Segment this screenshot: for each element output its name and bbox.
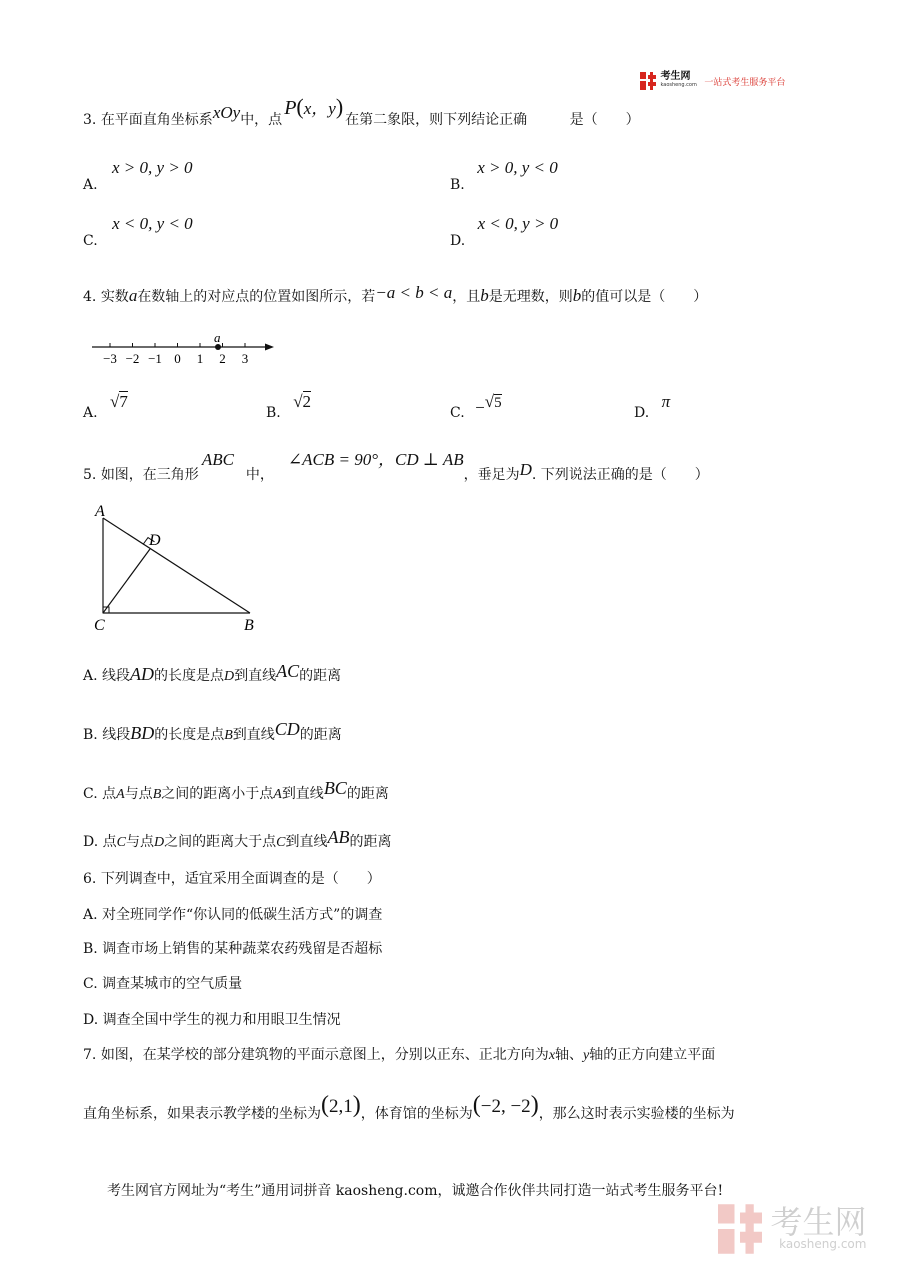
q3-option-a [83,158,193,193]
q7-y: y [583,1048,590,1063]
option-sym: C [276,835,286,850]
option-seg: AC [276,661,300,681]
fig-label-d: D [149,532,161,549]
fig-label-a: A [95,503,105,520]
option-seg: BD [130,723,155,743]
option-text: 之间的距离大于点 [164,834,277,850]
option-text: 点 [102,786,117,802]
option-text: 点 [102,834,117,850]
watermark-logo-icon [718,1203,762,1255]
q4-var-b: b [480,286,489,305]
q4-stem [83,283,708,306]
q3-point: P [284,97,297,119]
option-label: C. [83,976,98,992]
q7-line-1 [83,1044,715,1064]
q7-coord-teaching: 2,1 [329,1096,353,1117]
option-text: 到直线 [234,668,277,684]
header-logo [640,72,785,92]
option-expr: x < 0, y > 0 [477,214,559,233]
option-text: 与点 [125,834,154,850]
option-seg: BC [323,778,347,798]
q4-option-c: C. −√5 [450,392,502,421]
option-seg: CD [274,719,300,739]
q6-option-c [83,973,242,993]
q6-number: 6. [83,871,97,887]
q3-text-post: 在第二象限，则下列结论正确 [345,112,528,128]
axis-tick-label: −3 [103,351,117,366]
q4-var-b-2: b [572,286,582,305]
q5-foot-point: D [519,460,532,479]
option-text: 到直线 [281,786,324,802]
option-text: 调查全国中学生的视力和用眼卫生情况 [102,1012,341,1028]
option-text: 的长度是点 [154,668,225,684]
logo-en-text: kaosheng.com [660,82,697,88]
q3-stem: 3. 在平面直角坐标系xOy中，点P(x，y)在第二象限，则下列结论正确 是（ ） [83,94,640,128]
q7-text-1a: 如图，在某学校的部分建筑物的平面示意图上，分别以正东、正北方向为 [100,1047,549,1063]
q4-text-4: 是无理数，则 [488,289,573,305]
logo-slogan: 一站式考生服务平台 [704,77,786,88]
option-label: D. [634,405,650,421]
option-sym: C [116,835,126,850]
q3-point-coords: x，y [303,99,336,118]
q7-text-2b: ，体育馆的坐标为 [360,1106,473,1122]
q5-condition: ∠ACB = 90°，CD ⊥ AB [287,450,464,469]
option-sym: D [224,669,235,684]
axis-tick-label: 2 [219,351,226,366]
q6-text: 下列调查中，适宜采用全面调查的是（ ） [100,871,381,887]
q7-text-1c: 轴的正方向建立平面 [589,1047,716,1063]
q7-x: x [548,1048,556,1063]
q7-line-2: 直角坐标系，如果表示教学楼的坐标为(2,1)，体育馆的坐标为(−2, −2)，那么这时表示实验楼的坐标为 [83,1092,735,1122]
option-text: 与点 [124,786,153,802]
q5-option-c [83,778,389,803]
q4-text-2: 在数轴上的对应点的位置如图所示，若 [137,289,376,305]
option-text: 到直线 [232,727,275,743]
q5-text-1: 如图，在三角形 [100,467,199,483]
option-label: D. [83,834,99,850]
option-text: 的长度是点 [154,727,225,743]
q5-text-3: ，垂足为 [463,467,520,483]
q4-point-a-label: a [214,330,221,345]
option-text: 的距离 [299,668,342,684]
option-expr: 2 [302,392,312,411]
option-sign: − [475,398,485,417]
option-text: 线段 [102,668,131,684]
option-text: 对全班同学作“你认同的低碳生活方式”的调查 [102,907,383,923]
option-expr: x > 0, y > 0 [112,158,193,177]
option-sym: A [116,787,125,802]
option-label: B. [266,405,281,421]
footer-text: 考生网官方网址为“考生”通用词拼音 kaosheng.com，诚邀合作伙伴共同打造一站式考生服务平台! [107,1183,724,1199]
q4-option-a: A. √7 [83,392,128,421]
q5-stem [83,445,709,483]
q5-text-4: . 下列说法正确的是（ ） [531,467,709,483]
axis-tick-label: 1 [196,351,204,366]
q5-option-a [83,661,342,685]
q7-text-1b: 轴、 [555,1047,584,1063]
q3-number: 3. [83,112,97,128]
q6-option-d [83,1009,341,1029]
q7-coord-gym: −2, −2 [480,1096,531,1117]
watermark-en: kaosheng.com [779,1237,867,1251]
option-text: 之间的距离小于点 [161,786,274,802]
q4-text-1: 实数 [100,289,129,305]
option-label: A. [83,907,98,923]
option-seg: AB [327,827,350,847]
q5-triangle: ABC [201,450,234,469]
option-expr: x < 0, y < 0 [112,214,193,233]
watermark-logo [718,1203,866,1255]
q4-option-b: B. √2 [266,392,312,421]
option-label: C. [83,786,98,802]
kaosheng-logo-icon [640,72,656,90]
option-text: 的距离 [346,786,389,802]
q5-number: 5. [83,467,97,483]
q5-triangle-figure [88,500,268,635]
option-expr: π [661,392,671,411]
option-label: C. [450,405,465,421]
axis-tick-label: 3 [241,351,249,366]
q4-option-d [634,392,671,421]
q4-text-3: ，且 [452,289,481,305]
axis-tick-label: −1 [148,351,162,366]
option-text: 到直线 [285,834,328,850]
axis-tick-label: −2 [125,351,140,366]
fig-label-c: C [94,617,105,634]
option-label: A. [83,177,98,193]
q3-coord-system: xOy [212,103,241,122]
q4-number: 4. [83,289,97,305]
option-expr: x > 0, y < 0 [477,158,558,177]
option-label: B. [83,941,98,957]
option-expr: 7 [119,392,128,411]
q3-option-c [83,214,193,249]
q7-text-2a: 直角坐标系，如果表示教学楼的坐标为 [83,1106,321,1122]
q3-option-d [450,214,559,249]
q6-option-a [83,904,382,924]
option-sym: B [152,787,162,802]
q3-text-pre: 在平面直角坐标系 [100,112,213,128]
option-sym: A [273,787,282,802]
option-expr: 5 [494,395,502,411]
option-label: A. [83,668,98,684]
option-text: 调查某城市的空气质量 [102,976,243,992]
option-label: B. [450,177,465,193]
option-text: 的距离 [299,727,342,743]
q3-option-b [450,158,558,193]
fig-label-b: B [244,617,254,634]
option-label: B. [83,727,98,743]
q7-number: 7. [83,1047,97,1063]
q4-var-a: a [128,286,138,305]
q6-option-b [83,938,382,958]
logo-cn-text: 考生网 [660,71,691,82]
q4-text-5: 的值可以是（ ） [581,289,708,305]
option-label: C. [83,233,98,249]
option-label: D. [450,233,466,249]
q5-option-d [83,827,392,851]
q3-answer-blank: 是（ ） [569,112,640,128]
axis-tick-label: 0 [174,351,181,366]
q7-text-2c: ，那么这时表示实验楼的坐标为 [538,1106,735,1122]
option-sym: D [153,835,165,850]
option-label: D. [83,1012,99,1028]
q6-stem [83,868,381,888]
option-text: 的距离 [349,834,392,850]
watermark-cn: 考生网 [770,1203,867,1241]
q4-number-line [90,328,280,370]
option-text: 调查市场上销售的某种蔬菜农药残留是否超标 [102,941,383,957]
option-sym: B [224,728,233,743]
option-seg: AD [130,664,155,684]
option-text: 线段 [102,727,131,743]
q5-option-b [83,719,342,744]
q3-text-mid: 中，点 [240,112,283,128]
q5-text-2: 中， [245,467,274,483]
option-label: A. [83,405,98,421]
q4-inequality: −a < b < a [375,283,453,302]
